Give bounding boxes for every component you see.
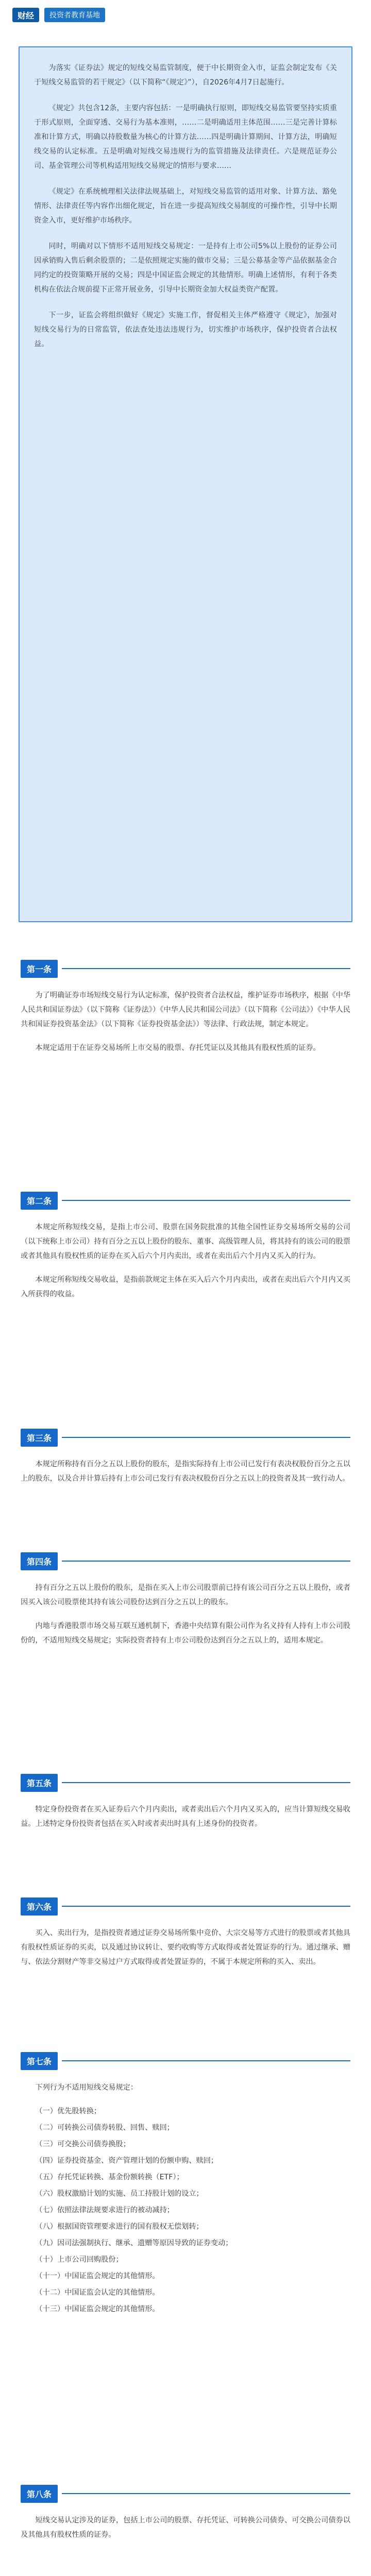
divider	[62, 1906, 350, 1907]
article-tag: 第四条	[21, 1552, 58, 1570]
article-tag: 第五条	[21, 1774, 58, 1792]
intro-paragraph: 《规定》在系统梳理相关法律法规基础上，对短线交易监管的适用对象、计算方法、豁免情形、法律责任等内容作出细化规定，旨在进一步提高短线交易制度的可操作性，引导中长期资金入市，更好维护市场秩序。	[34, 188, 337, 225]
article-paragraph: 本规定适用于在证券交易场所上市交易的股票、存托凭证以及其他具有股权性质的证券。	[35, 1044, 321, 1052]
article-5	[21, 1772, 350, 1840]
list-item: （十二）中国证监会认定的其他情形。	[35, 2289, 160, 2297]
article-tag: 第七条	[21, 2052, 58, 2070]
list-item: （十三）中国证监会规定的其他情形。	[35, 2305, 160, 2313]
article-paragraph: 下列行为不适用短线交易规定：	[35, 2083, 138, 2092]
divider	[62, 1782, 350, 1783]
article-header	[21, 1427, 350, 1448]
intro-paragraph: 同时，明确对以下情形不适用短线交易规定：一是持有上市公司5%以上股份的证券公司因承销购入售后剩余股票的；二是依照规定实施的做市交易；三是公募基金等产品依据基金合同约定的投资策略开展的交易；四是中国证监会规定的其他情形。明确上述情形，有利于各类机构在依法合规前提下正常开展业务，引导中长期资金加大权益类资产配置。	[34, 242, 337, 294]
article-6	[21, 1896, 350, 1978]
article-paragraph: 买入、卖出行为，是指投资者通过证券交易场所集中竞价、大宗交易等方式进行的股票或者其他具有股权性质证券的买卖，以及通过协议转让、要约收购等方式取得或者处置证券的行为。通过继承、赠与、依法分割财产等非交易过户方式取得或者处置证券的，不属于本规定所称的买入、卖出。	[21, 1929, 350, 1966]
list-item: （一）优先股转换；	[35, 2107, 102, 2115]
article-tag: 第二条	[21, 1192, 58, 1210]
article-header	[21, 2050, 350, 2071]
divider	[62, 968, 350, 969]
article-header	[21, 958, 350, 979]
article-tag: 第一条	[21, 960, 58, 978]
article-3	[21, 1427, 350, 1495]
list-item: （十一）中国证监会规定的其他情形。	[35, 2272, 160, 2280]
intro-paragraph: 为落实《证券法》规定的短线交易监管制度，便于中长期资金入市，证监会制定发布《关于短线交易监管的若干规定》（以下简称“《规定》”），自2026年4月7日起施行。	[34, 64, 337, 87]
article-paragraph: 特定身份投资者在买入证券后六个月内卖出，或者卖出后六个月内又买入的，应当计算短线交易收益。上述特定身份投资者包括在买入时或者卖出时具有上述身份的投资者。	[21, 1805, 350, 1828]
article-tag: 第六条	[21, 1897, 58, 1916]
article-paragraph: 为了明确证券市场短线交易行为认定标准，保护投资者合法权益，维护证券市场秩序，根据《中华人民共和国证券法》（以下简称《证券法》）《中华人民共和国公司法》（以下简称《公司法》）《中华人民共和国证券投资基金法》（以下简称《证券投资基金法》）等法律、行政法规，制定本规定。	[21, 991, 350, 1028]
article-tag: 第八条	[21, 2485, 58, 2503]
divider	[62, 1437, 350, 1438]
article-tag: 第三条	[21, 1429, 58, 1447]
divider	[62, 2060, 350, 2061]
article-header	[21, 1896, 350, 1917]
divider	[62, 1200, 350, 1201]
brand-logo: 财经	[12, 8, 39, 22]
article-paragraph: 内地与香港股票市场交易互联互通机制下，香港中央结算有限公司作为名义持有人持有上市公司股份的，不适用短线交易规定；实际投资者持有上市公司股份达到百分之五以上的，适用本规定。	[21, 1622, 350, 1645]
list-item: （二）可转换公司债券转股、回售、赎回；	[35, 2124, 174, 2132]
divider	[62, 1561, 350, 1562]
article-header	[21, 1772, 350, 1793]
article-paragraph: 本规定所称短线交易收益，是指前款规定主体在买入后六个月内卖出，或者在卖出后六个月内又买入所获得的收益。	[21, 1276, 350, 1298]
list-item: （八）根据国资管理要求进行的国有股权无偿划转；	[35, 2223, 204, 2231]
intro-box	[19, 46, 352, 922]
article-header	[21, 2483, 350, 2504]
article-paragraph: 本规定所称持有百分之五以上股份的股东，是指实际持有上市公司已发行有表决权股份百分之五以上的股东，以及合并计算后持有上市公司已发行有表决权股份百分之五以上的投资者及其一致行动人。	[21, 1460, 350, 1483]
article-4	[21, 1551, 350, 1657]
brand-bar	[0, 0, 371, 30]
divider	[62, 2493, 350, 2494]
list-item: （十）上市公司回购股份；	[35, 2256, 123, 2264]
intro-paragraph: 下一步，证监会将组织做好《规定》实施工作，督促相关主体严格遵守《规定》，加强对短线交易行为的日常监管，依法查处违法违规行为，切实维护市场秩序，保护投资者合法权益。	[34, 311, 337, 348]
article-8	[21, 2483, 350, 2551]
article-header	[21, 1190, 350, 1211]
article-paragraph: 本规定所称短线交易，是指上市公司、股票在国务院批准的其他全国性证券交易场所交易的公司（以下统称上市公司）持有百分之五以上股份的股东、董事、高级管理人员，将其持有的该公司的股票或者其他具有股权性质的证券在买入后六个月内卖出，或者在卖出后六个月内又买入的行为。	[21, 1223, 350, 1260]
intro-paragraph: 《规定》共包含12条，主要内容包括：一是明确执行原则，即短线交易监管要坚持实质重于形式原则，全面穿透、交易行为基本准则，……二是明确适用主体范围……三是完善计算标准和计算方式，明确以持股数量为核心的计算方法……四是明确计算期间、计算方法，明确短线交易的认定标准。五是明确对短线交易违规行为的监管措施及法律责任。六是规范证券公司、基金管理公司等机构适用短线交易规定的情形与要求……	[34, 104, 337, 170]
list-item: （六）股权激励计划的实施、员工持股计划的设立；	[35, 2190, 204, 2198]
article-paragraph: 短线交易认定涉及的证券，包括上市公司的股票、存托凭证、可转换公司债券、可交换公司债券以及其他具有股权性质的证券。	[21, 2516, 350, 2539]
article-1	[21, 958, 350, 1064]
list-item: （七）依照法律法规要求进行的被动减持；	[35, 2206, 174, 2214]
list-item: （三）可交换公司债券换股；	[35, 2140, 130, 2148]
article-2	[21, 1190, 350, 1311]
article-7	[21, 2050, 350, 2326]
article-header	[21, 1551, 350, 1571]
list-item: （九）因司法强制执行、继承、遗赠等原因导致的证券变动；	[35, 2239, 233, 2247]
list-item: （五）存托凭证转换、基金份额转换（ETF）；	[35, 2173, 184, 2181]
list-item: （四）证券投资基金、资产管理计划的份额申购、赎回；	[35, 2157, 218, 2165]
brand-subtitle: 投资者教育基地	[44, 8, 105, 22]
article-paragraph: 持有百分之五以上股份的股东，是指在买入上市公司股票前已持有该公司百分之五以上股份，或者因买入该公司股票使其持有该公司股份达到百分之五以上的股东。	[21, 1584, 350, 1606]
